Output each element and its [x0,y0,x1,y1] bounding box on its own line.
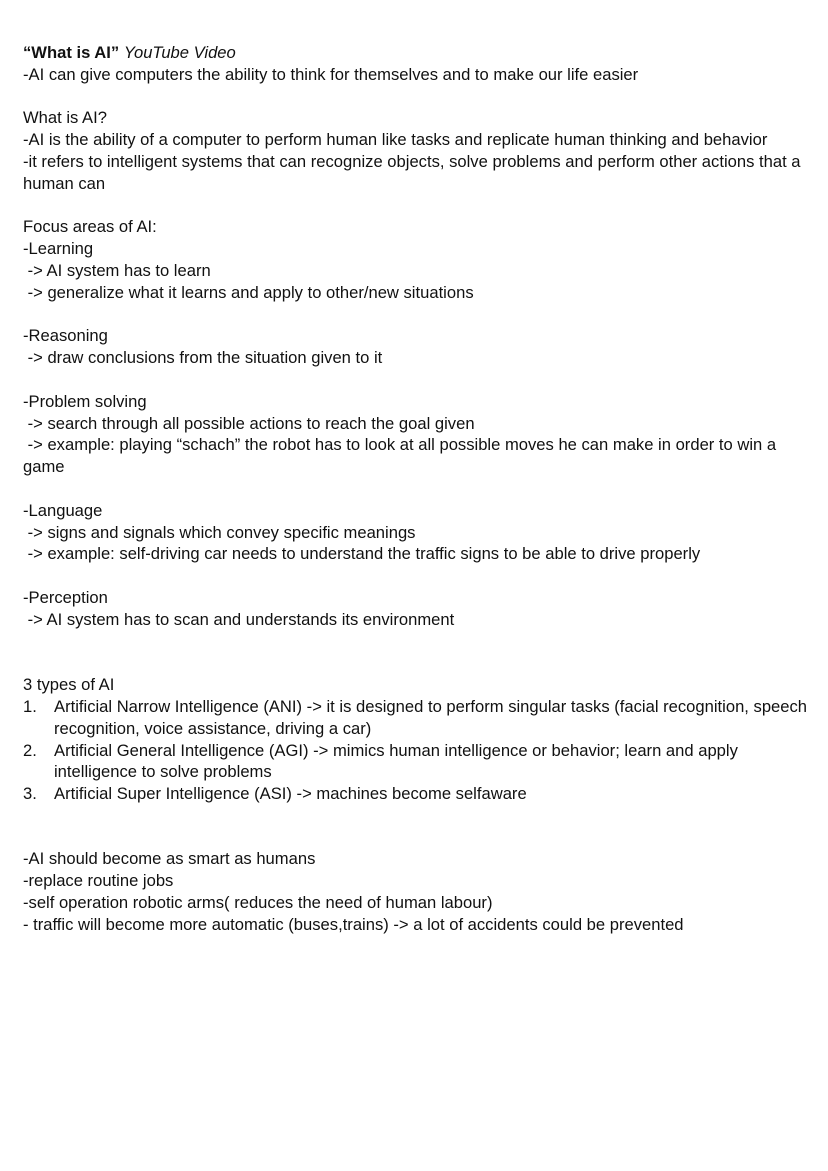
list-item-text: Artificial Narrow Intelligence (ANI) -> it is designed to perform singular tasks (facial recognition, speech recognition, voice assistance, driving a car) [54,696,808,738]
title-main: “What is AI” [23,43,120,62]
focus-area-point: -> example: self-driving car needs to understand the traffic signs to be able to drive properly [23,544,701,564]
document-title [23,42,808,64]
list-item-number: 3. [23,784,37,804]
focus-area-point: -> draw conclusions from the situation given to it [23,348,383,368]
closing-line: - traffic will become more automatic (buses,trains) -> a lot of accidents could be prevented [23,914,684,934]
focus-area-problem-solving [23,391,808,478]
title-source: YouTube Video [123,43,236,62]
list-item-number: 1. [23,696,37,716]
what-is-line: -it refers to intelligent systems that can recognize objects, solve problems and perform other actions that a human can [23,151,806,193]
what-is-heading: What is AI? [23,108,107,128]
focus-area-name: -Learning [23,239,94,259]
types-list [23,696,808,805]
what-is-section [23,107,808,194]
list-item-text: Artificial General Intelligence (AGI) -> mimics human intelligence or behavior; learn and apply intelligence to solve problems [54,740,738,782]
list-item [23,740,808,784]
focus-area-point: -> generalize what it learns and apply to other/new situations [23,282,474,302]
focus-area-learning [23,238,808,303]
list-item [23,783,808,805]
focus-area-point: -> AI system has to learn [23,260,211,280]
what-is-line: -AI is the ability of a computer to perform human like tasks and replicate human thinking and behavior [23,130,768,150]
types-section [23,674,808,805]
types-heading: 3 types of AI [23,675,115,695]
focus-area-point: -> AI system has to scan and understands its environment [23,609,455,629]
focus-area-point: -> search through all possible actions to reach the goal given [23,413,475,433]
list-item [23,696,808,740]
focus-area-name: -Perception [23,587,108,607]
focus-section [23,216,808,630]
focus-area-perception [23,587,808,631]
closing-line: -AI should become as smart as humans [23,849,316,869]
closing-line: -self operation robotic arms( reduces the need of human labour) [23,893,493,913]
focus-area-name: -Reasoning [23,326,108,346]
focus-area-point: -> example: playing “schach” the robot has to look at all possible moves he can make in order to win a game [23,435,781,477]
intro-line: -AI can give computers the ability to think for themselves and to make our life easier [23,64,639,84]
focus-area-name: -Problem solving [23,391,147,411]
focus-area-name: -Language [23,500,103,520]
closing-section [23,848,808,935]
focus-area-reasoning [23,325,808,369]
focus-heading: Focus areas of AI: [23,217,157,237]
list-item-text: Artificial Super Intelligence (ASI) -> machines become selfaware [54,784,527,804]
closing-line: -replace routine jobs [23,871,174,891]
list-item-number: 2. [23,740,37,760]
focus-area-point: -> signs and signals which convey specific meanings [23,522,416,542]
focus-area-language [23,500,808,565]
